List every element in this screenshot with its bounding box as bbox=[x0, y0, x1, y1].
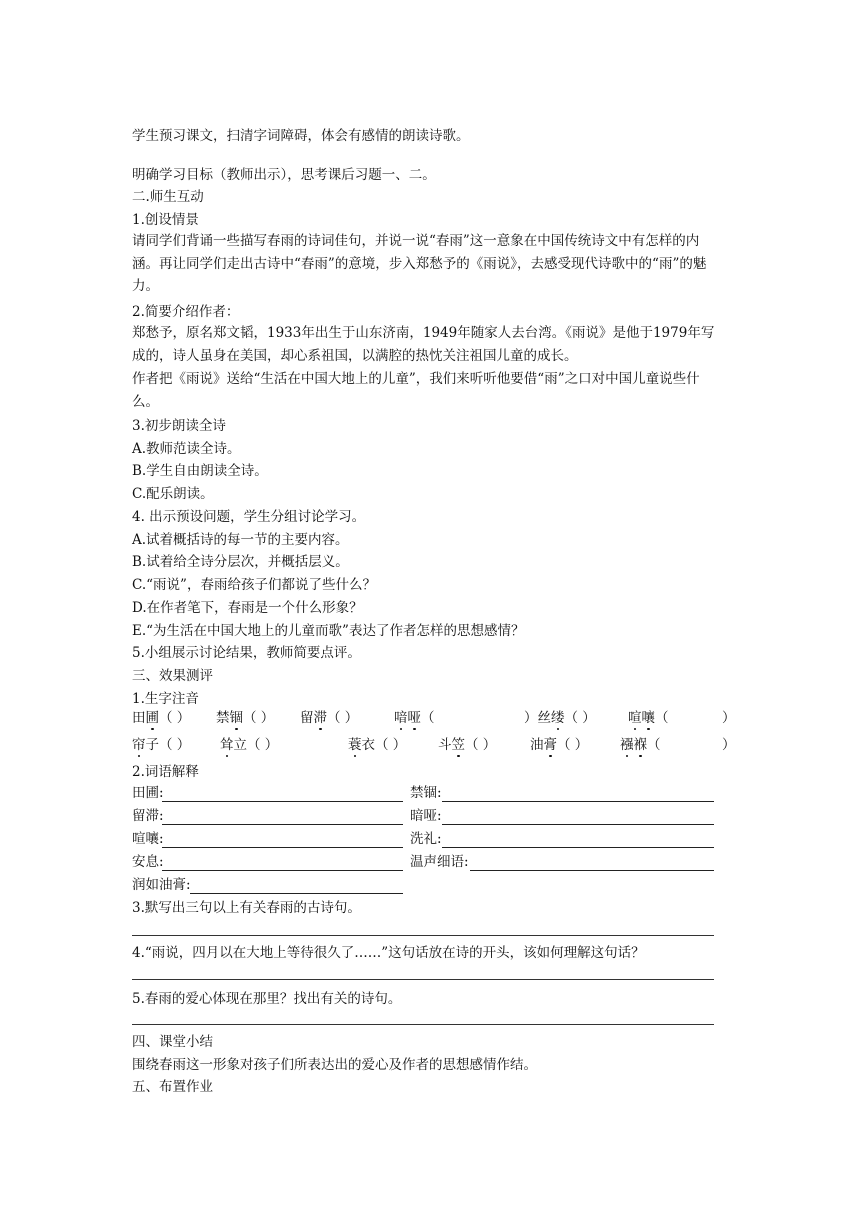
pinyin-item: 喑哑（ bbox=[394, 710, 435, 726]
list-item: B.试着给全诗分层次，并概括层义。 bbox=[132, 554, 349, 570]
paragraph: 请同学们背诵一些描写春雨的诗词佳句，并说一说“春雨”这一意象在中国传统诗文中有怎样的内涵。再让同学们走出古诗中“春雨”的意境，步入郑愁予的《雨说》，去感受现代诗歌中的“雨”的魅力。 bbox=[132, 233, 707, 294]
question-text: 4.“雨说，四月以在大地上等待很久了……”这句话放在诗的开头，该如何理解这句话？ bbox=[132, 945, 645, 961]
subsection-title: 2.简要介绍作者： bbox=[132, 304, 240, 320]
term-field: 禁锢: bbox=[410, 784, 714, 802]
pinyin-item: ） bbox=[722, 737, 736, 753]
answer-line[interactable] bbox=[190, 893, 403, 894]
term-field: 留滞: bbox=[132, 807, 403, 825]
answer-line[interactable] bbox=[162, 847, 403, 848]
pinyin-item: 耸立（ ） bbox=[220, 737, 279, 753]
term-field: 温声细语: bbox=[410, 853, 714, 871]
question-title: 2.词语解释 bbox=[132, 764, 199, 780]
pinyin-item: ） bbox=[722, 710, 736, 726]
list-item: C.“雨说”，春雨给孩子们都说了些什么？ bbox=[132, 577, 376, 593]
pinyin-item: 禁锢（ ） bbox=[216, 710, 275, 726]
question-text: 5.春雨的爱心体现在那里？找出有关的诗句。 bbox=[132, 991, 402, 1007]
subsection-title: 5.小组展示讨论结果，教师简要点评。 bbox=[132, 645, 361, 661]
list-item: A.教师范读全诗。 bbox=[132, 441, 241, 457]
paragraph: 作者把《雨说》送给“生活在中国大地上的儿童”，我们来听听他要借“雨”之口对中国儿童说些什么。 bbox=[132, 371, 700, 410]
pinyin-item: 襁褓（ bbox=[620, 737, 661, 753]
answer-line[interactable] bbox=[442, 847, 714, 848]
pinyin-item: 油膏（ ） bbox=[530, 737, 589, 753]
answer-line[interactable] bbox=[470, 870, 714, 871]
term-field: 田圃: bbox=[132, 784, 403, 802]
answer-line[interactable] bbox=[132, 935, 714, 936]
answer-line[interactable] bbox=[162, 824, 403, 825]
intro-line-1: 学生预习课文，扫清字词障碍，体会有感情的朗读诗歌。 bbox=[132, 128, 470, 144]
pinyin-item: 喧嚷（ bbox=[628, 710, 669, 726]
answer-line[interactable] bbox=[162, 801, 403, 802]
pinyin-row-2 bbox=[132, 735, 736, 755]
term-field: 安息: bbox=[132, 853, 403, 871]
question-text: 3.默写出三句以上有关春雨的古诗句。 bbox=[132, 900, 361, 916]
pinyin-item: 田圃（ ） bbox=[132, 710, 191, 726]
answer-line[interactable] bbox=[162, 870, 403, 871]
list-item: A.试着概括诗的每一节的主要内容。 bbox=[132, 532, 349, 548]
subsection-title: 4. 出示预设问题，学生分组讨论学习。 bbox=[132, 509, 366, 525]
answer-line[interactable] bbox=[442, 801, 714, 802]
list-item: C.配乐朗读。 bbox=[132, 486, 214, 502]
list-item: B.学生自由朗读全诗。 bbox=[132, 463, 268, 479]
answer-line[interactable] bbox=[442, 824, 714, 825]
question-title: 1.生字注音 bbox=[132, 691, 199, 707]
section-heading: 二.师生互动 bbox=[132, 189, 204, 205]
pinyin-item: 斗笠（ ） bbox=[438, 737, 497, 753]
pinyin-item: 帘子（ ） bbox=[132, 737, 191, 753]
section-heading: 四、课堂小结 bbox=[132, 1034, 213, 1050]
answer-line[interactable] bbox=[132, 979, 714, 980]
pinyin-item: 蓑衣（ ） bbox=[348, 737, 407, 753]
paragraph: 郑愁予，原名郑文韬，1933年出生于山东济南，1949年随家人去台湾。《雨说》是他于1979年写成的，诗人虽身在美国，却心系祖国，以满腔的热忱关注祖国儿童的成长。 bbox=[132, 325, 715, 364]
term-field: 暗哑: bbox=[410, 807, 714, 825]
section-heading: 三、效果测评 bbox=[132, 668, 213, 684]
subsection-title: 3.初步朗读全诗 bbox=[132, 418, 226, 434]
paragraph: 围绕春雨这一形象对孩子们所表达出的爱心及作者的思想感情作结。 bbox=[132, 1057, 537, 1073]
pinyin-item: ）丝缕（ ） bbox=[524, 710, 596, 726]
pinyin-item: 留滞（ ） bbox=[300, 710, 359, 726]
subsection-title: 1.创设情景 bbox=[132, 212, 199, 228]
intro-line-2: 明确学习目标（教师出示），思考课后习题一、二。 bbox=[132, 167, 436, 183]
list-item: E.“为生活在中国大地上的儿童而歌”表达了作者怎样的思想感情？ bbox=[132, 623, 525, 639]
term-field: 洗礼: bbox=[410, 830, 714, 848]
term-field: 喧嚷: bbox=[132, 830, 403, 848]
term-field: 润如油膏: bbox=[132, 876, 403, 894]
pinyin-row-1 bbox=[132, 708, 736, 728]
answer-line[interactable] bbox=[132, 1024, 714, 1025]
section-heading: 五、布置作业 bbox=[132, 1079, 213, 1095]
list-item: D.在作者笔下，春雨是一个什么形象？ bbox=[132, 600, 363, 616]
